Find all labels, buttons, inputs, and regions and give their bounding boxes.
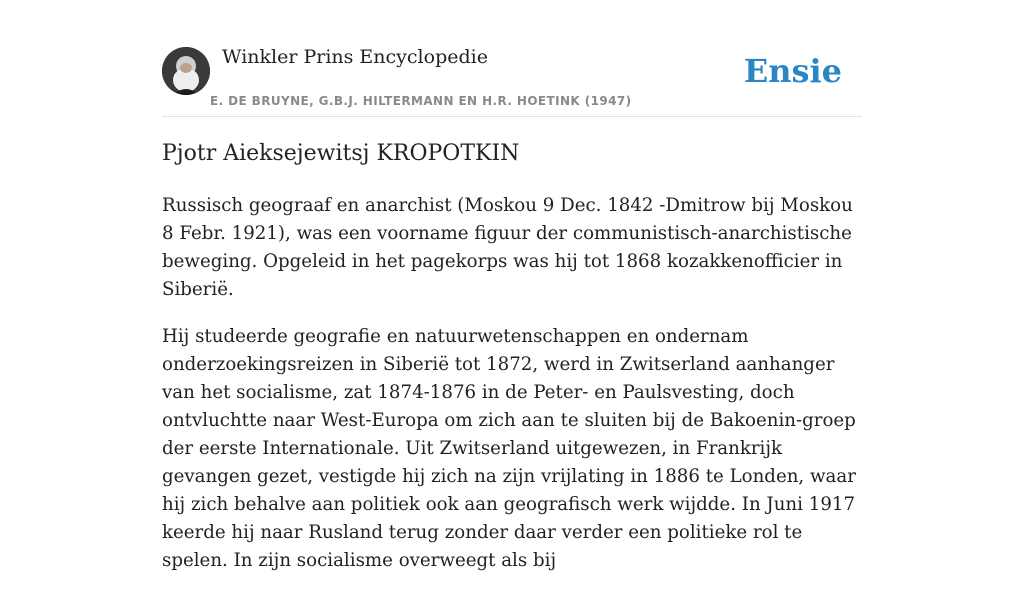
article-title: Pjotr Aieksejewitsj KROPOTKIN — [162, 141, 520, 166]
article-paragraph-2: Hij studeerde geografie en natuurwetenschappen en ondernam onderzoekingsreizen in Siberië tot 1872, werd in Zwitserland aanhanger van het socialisme, zat 1874-1876 in de Peter- en Paulsvesting, doch ontvluchtte naar West-Europa om zich aan te sluiten bij de Bakoenin-groep der eerste Internationale. Uit Zwitserland uitgewezen, in Frankrijk gevangen gezet, vestigde hij zich na zijn vrijlating in 1886 te Londen, waar hij zich behalve aan politiek ook aan geografisch werk wijdde. In Juni 1917 keerde hij naar Rusland terug zonder daar verder een politieke rol te spelen. In zijn socialisme overweegt als bij — [162, 326, 856, 571]
ensie-logo[interactable]: Ensie — [743, 52, 842, 90]
source-header — [162, 0, 862, 117]
article-paragraph-1: Russisch geograaf en anarchist (Moskou 9 Dec. 1842 -Dmitrow bij Moskou 8 Febr. 1921), was een voorname figuur der communistisch-anarchistische beweging. Opgeleid in het pagekorps was hij tot 1868 kozakkenofficier in Siberië. — [162, 195, 853, 300]
source-name[interactable]: Winkler Prins Encyclopedie — [222, 46, 488, 68]
article-body — [162, 192, 862, 594]
authors-line: E. DE BRUYNE, G.B.J. HILTERMANN EN H.R. HOETINK (1947) — [210, 94, 632, 108]
portrait-avatar-icon[interactable] — [162, 47, 210, 95]
page-container — [162, 0, 862, 571]
